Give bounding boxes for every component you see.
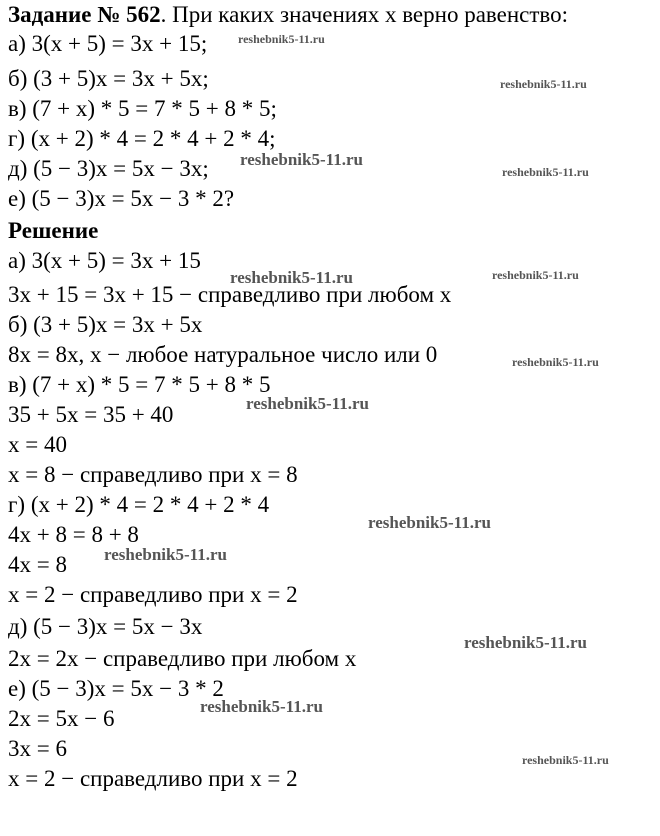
solution-line: x = 8 − справедливо при x = 8 bbox=[8, 462, 298, 487]
solution-line: 4x = 8 bbox=[8, 552, 67, 577]
watermark: reshebnik5-11.ru bbox=[502, 165, 589, 179]
watermark: reshebnik5-11.ru bbox=[492, 268, 579, 282]
solution-line: в) (7 + x) * 5 = 7 * 5 + 8 * 5 bbox=[8, 372, 271, 397]
solution-line: x = 2 − справедливо при x = 2 bbox=[8, 766, 298, 791]
watermark: reshebnik5-11.ru bbox=[246, 394, 369, 413]
task-item-b: б) (3 + 5)x = 3x + 5x; bbox=[8, 66, 209, 91]
watermark: reshebnik5-11.ru bbox=[200, 697, 323, 716]
solution-line: 35 + 5x = 35 + 40 bbox=[8, 402, 174, 427]
task-item-c: в) (7 + x) * 5 = 7 * 5 + 8 * 5; bbox=[8, 96, 277, 121]
task-item-d: г) (x + 2) * 4 = 2 * 4 + 2 * 4; bbox=[8, 126, 276, 151]
solution-line: x = 2 − справедливо при x = 2 bbox=[8, 582, 298, 607]
watermark: reshebnik5-11.ru bbox=[238, 32, 325, 46]
watermark: reshebnik5-11.ru bbox=[522, 753, 609, 767]
solution-line: 3x + 15 = 3x + 15 − справедливо при любом x bbox=[8, 282, 452, 307]
solution-line: 2x = 2x − справедливо при любом x bbox=[8, 646, 357, 671]
solution-line: д) (5 − 3)x = 5x − 3x bbox=[8, 614, 203, 639]
watermark: reshebnik5-11.ru bbox=[104, 545, 227, 564]
watermark: reshebnik5-11.ru bbox=[500, 77, 587, 91]
task-header bbox=[8, 0, 568, 29]
solution-line: x = 40 bbox=[8, 432, 67, 457]
task-number: Задание № 562 bbox=[8, 2, 161, 27]
solution-line: 4x + 8 = 8 + 8 bbox=[8, 522, 139, 547]
solution-line: б) (3 + 5)x = 3x + 5x bbox=[8, 312, 203, 337]
watermark: reshebnik5-11.ru bbox=[512, 355, 599, 369]
solution-line: а) 3(x + 5) = 3x + 15 bbox=[8, 248, 201, 273]
watermark: reshebnik5-11.ru bbox=[368, 513, 491, 532]
solution-line: 8x = 8x, x − любое натуральное число или 0 bbox=[8, 342, 438, 367]
solution-heading: Решение bbox=[8, 218, 99, 243]
task-question: . При каких значениях x верно равенство: bbox=[160, 2, 568, 27]
task-item-e: д) (5 − 3)x = 5x − 3x; bbox=[8, 156, 209, 181]
watermark: reshebnik5-11.ru bbox=[240, 150, 363, 169]
solution-line: г) (x + 2) * 4 = 2 * 4 + 2 * 4 bbox=[8, 492, 270, 517]
solution-line: е) (5 − 3)x = 5x − 3 * 2 bbox=[8, 676, 224, 701]
solution-line: 2x = 5x − 6 bbox=[8, 706, 115, 731]
task-item-a: а) 3(x + 5) = 3x + 15; bbox=[8, 31, 208, 56]
watermark: reshebnik5-11.ru bbox=[230, 268, 353, 287]
watermark: reshebnik5-11.ru bbox=[464, 633, 587, 652]
solution-line: 3x = 6 bbox=[8, 736, 67, 761]
task-item-f: е) (5 − 3)x = 5x − 3 * 2? bbox=[8, 186, 235, 211]
